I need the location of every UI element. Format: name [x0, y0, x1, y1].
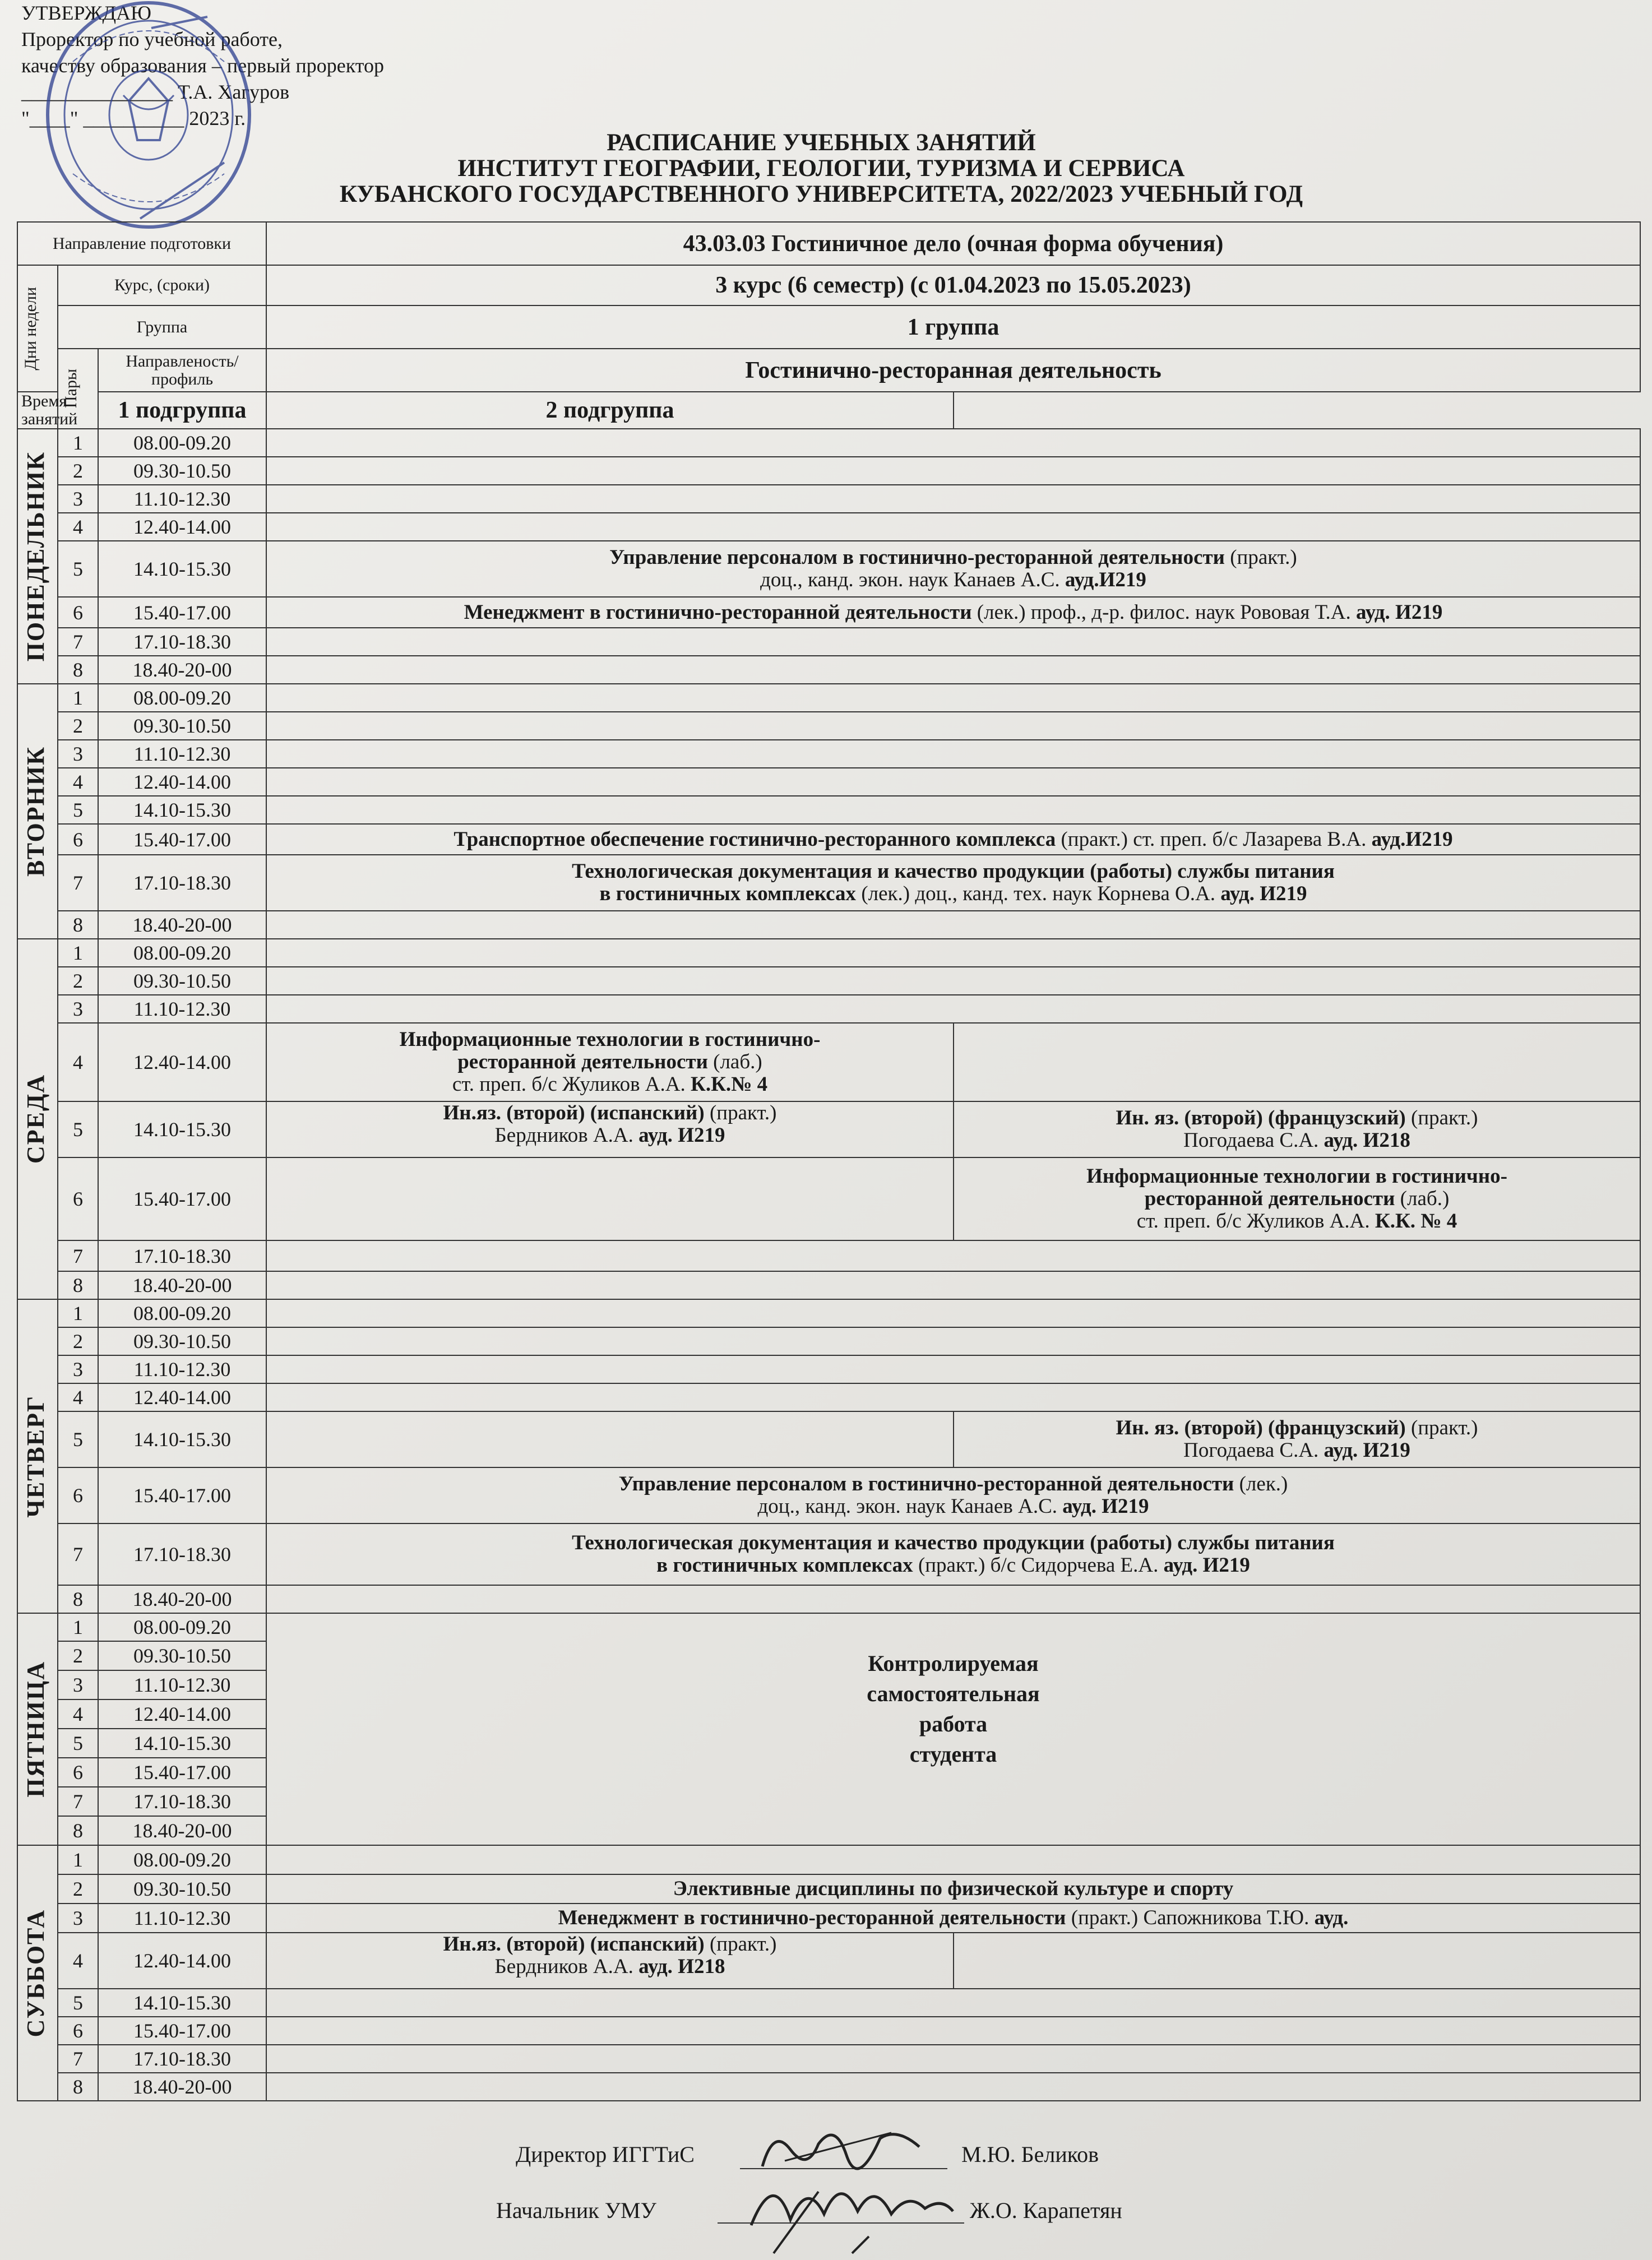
pair-number: 3 — [58, 995, 98, 1023]
pair-number: 5 — [58, 1101, 98, 1157]
lesson-room: ауд. И219 — [1324, 1439, 1410, 1462]
lesson-teacher: (лек.) проф., д-р. филос. наук Рововая Т.А. — [971, 600, 1357, 624]
lesson-cell — [266, 1299, 1640, 1327]
lesson-type: (практ.) — [1405, 1106, 1478, 1129]
lesson-cell-sub1 — [266, 1411, 954, 1467]
pair-number: 4 — [58, 1933, 98, 1989]
lesson-room: ауд. И218 — [638, 1955, 725, 1978]
days-label-cell — [17, 265, 58, 392]
lesson-cell — [266, 712, 1640, 740]
lesson-cell — [266, 1904, 1640, 1933]
title-line-2: ИНСТИТУТ ГЕОГРАФИИ, ГЕОЛОГИИ, ТУРИЗМА И СЕРВИСА — [457, 155, 1185, 182]
day-friday: ПЯТНИЦА — [22, 1661, 49, 1798]
time-slot: 11.10-12.30 — [98, 740, 266, 768]
pair-number: 4 — [58, 768, 98, 796]
time-slot: 18.40-20-00 — [98, 1816, 266, 1845]
time-slot: 09.30-10.50 — [98, 1641, 266, 1670]
pair-number: 6 — [58, 597, 98, 628]
time-slot: 12.40-14.00 — [98, 1383, 266, 1411]
day-saturday: СУББОТА — [22, 1909, 49, 2037]
time-slot: 17.10-18.30 — [98, 1523, 266, 1585]
time-slot: 17.10-18.30 — [98, 855, 266, 911]
lesson-cell-sub2 — [954, 1933, 1640, 1989]
time-slot: 15.40-17.00 — [98, 1157, 266, 1240]
day-cell-wednesday — [17, 939, 58, 1299]
time-slot: 15.40-17.00 — [98, 824, 266, 855]
lesson-cell — [266, 541, 1640, 597]
pair-number: 7 — [58, 1240, 98, 1271]
lesson-cell — [266, 1467, 1640, 1523]
pair-number: 1 — [58, 684, 98, 712]
pair-number: 8 — [58, 656, 98, 684]
day-cell-tuesday — [17, 684, 58, 939]
pair-number: 4 — [58, 1383, 98, 1411]
lesson-title-cont: ресторанной деятельности — [1144, 1187, 1395, 1210]
lesson-title-cont: в гостиничных комплексах — [599, 882, 857, 905]
lesson-cell — [266, 911, 1640, 939]
course-value: 3 курс (6 семестр) (с 01.04.2023 по 15.05.2023) — [266, 265, 1640, 305]
pairs-label: Пары — [62, 369, 80, 409]
lesson-title: Ин. яз. (второй) (французский) — [1116, 1106, 1406, 1129]
time-slot: 12.40-14.00 — [98, 1699, 266, 1729]
lesson-room: ауд. И219 — [638, 1124, 725, 1147]
lesson-room: ауд.И219 — [1065, 568, 1146, 591]
pair-number: 5 — [58, 1411, 98, 1467]
time-slot: 09.30-10.50 — [98, 1874, 266, 1904]
time-slot: 17.10-18.30 — [98, 1787, 266, 1816]
day-cell-thursday — [17, 1299, 58, 1613]
lesson-title-cont: в гостиничных комплексах — [656, 1554, 913, 1577]
lesson-cell — [266, 628, 1640, 656]
time-slot: 18.40-20-00 — [98, 1271, 266, 1299]
lesson-cell — [266, 796, 1640, 824]
profile-label: Направленость/ профиль — [98, 349, 266, 392]
lesson-teacher: доц., канд. экон. наук Канаев А.С. — [760, 568, 1065, 591]
subgroup-2-header: 2 подгруппа — [266, 392, 954, 429]
pair-number: 1 — [58, 939, 98, 967]
lesson-title: Ин.яз. (второй) (испанский) — [443, 1101, 705, 1124]
time-slot: 08.00-09.20 — [98, 1613, 266, 1641]
time-slot: 18.40-20-00 — [98, 911, 266, 939]
lesson-cell — [266, 1989, 1640, 2017]
time-slot: 08.00-09.20 — [98, 939, 266, 967]
lesson-title: Управление персоналом в гостинично-ресторанной деятельности — [609, 546, 1225, 569]
self-study-line-4: студента — [909, 1742, 997, 1767]
self-study-line-2: самостоятельная — [867, 1681, 1040, 1706]
lesson-cell — [266, 457, 1640, 485]
umu-signature-icon — [740, 2158, 964, 2260]
lesson-cell-sub1 — [266, 1101, 954, 1157]
director-name: М.Ю. Беликов — [961, 2142, 1099, 2167]
lesson-cell-sub1 — [266, 1023, 954, 1101]
pair-number: 3 — [58, 485, 98, 513]
approval-line-5: "____" __________ 2023 г. — [21, 107, 246, 129]
time-slot: 17.10-18.30 — [98, 2045, 266, 2073]
lesson-teacher: доц., канд. экон. наук Канаев А.С. — [757, 1495, 1063, 1518]
day-wednesday: СРЕДА — [22, 1074, 49, 1164]
pair-number: 7 — [58, 2045, 98, 2073]
lesson-cell — [266, 1383, 1640, 1411]
lesson-cell — [266, 1271, 1640, 1299]
time-slot: 15.40-17.00 — [98, 1758, 266, 1787]
pair-number: 7 — [58, 855, 98, 911]
self-study-cell — [266, 1613, 1640, 1845]
pair-number: 4 — [58, 513, 98, 541]
pair-number: 6 — [58, 824, 98, 855]
pair-number: 1 — [58, 429, 98, 457]
pair-number: 3 — [58, 1355, 98, 1383]
lesson-cell — [266, 597, 1640, 628]
pair-number: 7 — [58, 1787, 98, 1816]
time-slot: 08.00-09.20 — [98, 1299, 266, 1327]
profile-value: Гостинично-ресторанная деятельность — [266, 349, 1640, 392]
pair-number: 3 — [58, 1670, 98, 1699]
lesson-teacher: Бердников А.А. — [494, 1124, 639, 1147]
lesson-room: К.К.№ 4 — [691, 1073, 768, 1096]
lesson-type: (практ.) — [704, 1101, 777, 1124]
self-study-line-3: работа — [919, 1711, 988, 1736]
lesson-title: Транспортное обеспечение гостинично-ресторанного комплекса — [454, 827, 1056, 851]
lesson-type: (лаб.) — [1395, 1187, 1450, 1210]
lesson-title: Технологическая документация и качество продукции (работы) службы питания — [572, 1531, 1335, 1554]
time-slot: 14.10-15.30 — [98, 1729, 266, 1758]
time-slot: 12.40-14.00 — [98, 768, 266, 796]
lesson-type: (лаб.) — [707, 1050, 762, 1073]
lesson-type: (лек.) — [1234, 1472, 1288, 1495]
lesson-cell — [266, 2045, 1640, 2073]
day-cell-monday — [17, 429, 58, 684]
approval-line-4: _______________ Т.А. Хагуров — [21, 81, 290, 103]
pair-number: 6 — [58, 1467, 98, 1523]
pair-number: 5 — [58, 1989, 98, 2017]
pair-number: 6 — [58, 2017, 98, 2045]
lesson-cell-sub1 — [266, 1933, 954, 1989]
lesson-title: Менеджмент в гостинично-ресторанной деятельности — [558, 1906, 1066, 1929]
days-label: Дни недели — [21, 286, 40, 371]
time-slot: 14.10-15.30 — [98, 1101, 266, 1157]
time-slot: 09.30-10.50 — [98, 457, 266, 485]
time-slot: 11.10-12.30 — [98, 1904, 266, 1933]
lesson-teacher: (практ.) Сапожникова Т.Ю. — [1066, 1906, 1315, 1929]
lesson-room: ауд.И219 — [1371, 827, 1453, 851]
pair-number: 2 — [58, 712, 98, 740]
title-line-1: РАСПИСАНИЕ УЧЕБНЫХ ЗАНЯТИЙ — [607, 129, 1036, 156]
lesson-teacher: (лек.) доц., канд. тех. наук Корнева О.А. — [856, 882, 1221, 905]
lesson-cell: Элективные дисциплины по физической культуре и спорту — [266, 1874, 1640, 1904]
lesson-title-cont: ресторанной деятельности — [457, 1050, 708, 1073]
lesson-room: ауд. И218 — [1324, 1129, 1410, 1152]
pair-number: 6 — [58, 1758, 98, 1787]
lesson-cell — [266, 1240, 1640, 1271]
day-cell-friday — [17, 1613, 58, 1845]
day-monday: ПОНЕДЕЛЬНИК — [22, 451, 49, 662]
lesson-cell-sub2 — [954, 1101, 1640, 1157]
lesson-teacher: ст. преп. б/с Жуликов А.А. — [452, 1073, 691, 1096]
pair-number: 7 — [58, 1523, 98, 1585]
time-slot: 12.40-14.00 — [98, 1933, 266, 1989]
pair-number: 2 — [58, 1874, 98, 1904]
document-title — [247, 130, 1396, 207]
lesson-cell — [266, 2073, 1640, 2101]
official-seal-icon — [39, 0, 258, 235]
time-slot: 09.30-10.50 — [98, 1327, 266, 1355]
pair-number: 3 — [58, 1904, 98, 1933]
lesson-teacher: Погодаева С.А. — [1183, 1439, 1324, 1462]
lesson-type: (практ.) — [1224, 546, 1297, 569]
subgroup-1-header: 1 подгруппа — [98, 392, 266, 429]
lesson-cell — [266, 2017, 1640, 2045]
time-slot: 14.10-15.30 — [98, 1989, 266, 2017]
time-label: Время занятий — [17, 392, 58, 429]
lesson-cell — [266, 824, 1640, 855]
lesson-cell — [266, 995, 1640, 1023]
lesson-cell-sub2 — [954, 1411, 1640, 1467]
schedule-table — [17, 221, 1641, 2101]
pair-number: 2 — [58, 1327, 98, 1355]
lesson-cell — [266, 485, 1640, 513]
lesson-room: К.К. № 4 — [1375, 1210, 1457, 1233]
time-slot: 12.40-14.00 — [98, 513, 266, 541]
time-slot: 08.00-09.20 — [98, 1845, 266, 1874]
pair-number: 5 — [58, 796, 98, 824]
approval-line-1: УТВЕРЖДАЮ — [21, 2, 152, 24]
lesson-cell — [266, 1327, 1640, 1355]
time-slot: 11.10-12.30 — [98, 1355, 266, 1383]
pair-number: 2 — [58, 967, 98, 995]
time-slot: 18.40-20-00 — [98, 656, 266, 684]
time-slot: 17.10-18.30 — [98, 628, 266, 656]
lesson-type: (практ.) — [704, 1933, 777, 1956]
director-label: Директор ИГГТиС — [516, 2142, 695, 2167]
pair-number: 8 — [58, 2073, 98, 2101]
pair-number: 4 — [58, 1699, 98, 1729]
direction-value: 43.03.03 Гостиничное дело (очная форма обучения) — [266, 222, 1640, 265]
lesson-title: Информационные технологии в гостинично- — [1086, 1165, 1507, 1188]
time-slot: 15.40-17.00 — [98, 1467, 266, 1523]
pair-number: 1 — [58, 1613, 98, 1641]
lesson-teacher: (практ.) б/с Сидорчева Е.А. — [913, 1554, 1164, 1577]
lesson-cell — [266, 656, 1640, 684]
pair-number: 3 — [58, 740, 98, 768]
lesson-teacher: (практ.) ст. преп. б/с Лазарева В.А. — [1056, 827, 1372, 851]
approval-line-3: качеству образования – первый проректор — [21, 54, 385, 77]
lesson-title: Ин. яз. (второй) (французский) — [1116, 1416, 1406, 1439]
time-slot: 18.40-20-00 — [98, 2073, 266, 2101]
pair-number: 7 — [58, 628, 98, 656]
lesson-cell — [266, 855, 1640, 911]
lesson-cell — [266, 768, 1640, 796]
lesson-teacher: ст. преп. б/с Жуликов А.А. — [1136, 1210, 1375, 1233]
lesson-cell — [266, 429, 1640, 457]
day-cell-saturday — [17, 1845, 58, 2101]
time-slot: 18.40-20-00 — [98, 1585, 266, 1613]
time-slot: 11.10-12.30 — [98, 485, 266, 513]
umu-label: Начальник УМУ — [496, 2198, 656, 2223]
lesson-room: ауд. И219 — [1163, 1554, 1250, 1577]
pair-number: 2 — [58, 457, 98, 485]
lesson-cell — [266, 1355, 1640, 1383]
time-slot: 12.40-14.00 — [98, 1023, 266, 1101]
lesson-cell-sub2 — [954, 1157, 1640, 1240]
lesson-teacher: Бердников А.А. — [494, 1955, 639, 1978]
lesson-title: Информационные технологии в гостинично- — [399, 1028, 821, 1051]
pair-number: 1 — [58, 1299, 98, 1327]
time-slot: 14.10-15.30 — [98, 541, 266, 597]
lesson-cell-sub1 — [266, 1157, 954, 1240]
lesson-cell — [266, 1585, 1640, 1613]
time-slot: 15.40-17.00 — [98, 2017, 266, 2045]
time-slot: 08.00-09.20 — [98, 684, 266, 712]
day-thursday: ЧЕТВЕРГ — [22, 1395, 49, 1518]
pair-number: 8 — [58, 1585, 98, 1613]
self-study-line-1: Контролируемая — [868, 1651, 1039, 1676]
lesson-type: (практ.) — [1405, 1416, 1478, 1439]
time-slot: 08.00-09.20 — [98, 429, 266, 457]
lesson-room: ауд. И219 — [1062, 1495, 1149, 1518]
lesson-cell — [266, 1523, 1640, 1585]
pair-number: 1 — [58, 1845, 98, 1874]
pair-number: 2 — [58, 1641, 98, 1670]
lesson-title: Технологическая документация и качество продукции (работы) службы питания — [572, 860, 1335, 883]
lesson-cell — [266, 684, 1640, 712]
time-slot: 11.10-12.30 — [98, 1670, 266, 1699]
lesson-title: Управление персоналом в гостинично-ресторанной деятельности — [618, 1472, 1234, 1495]
title-line-3: КУБАНСКОГО ГОСУДАРСТВЕННОГО УНИВЕРСИТЕТА, 2022/2023 УЧЕБНЫЙ ГОД — [339, 181, 1303, 207]
pair-number: 8 — [58, 1271, 98, 1299]
lesson-title: Менеджмент в гостинично-ресторанной деятельности — [464, 600, 972, 624]
direction-label: Направление подготовки — [17, 222, 266, 265]
course-label: Курс, (сроки) — [58, 265, 266, 305]
pair-number: 6 — [58, 1157, 98, 1240]
lesson-teacher: Погодаева С.А. — [1183, 1129, 1324, 1152]
group-value: 1 группа — [266, 305, 1640, 349]
time-slot: 14.10-15.30 — [98, 1411, 266, 1467]
time-slot: 11.10-12.30 — [98, 995, 266, 1023]
lesson-cell — [266, 967, 1640, 995]
pair-number: 5 — [58, 1729, 98, 1758]
lesson-room: ауд. — [1314, 1906, 1349, 1929]
umu-name: Ж.О. Карапетян — [970, 2198, 1122, 2223]
lesson-room: ауд. И219 — [1220, 882, 1307, 905]
time-slot: 09.30-10.50 — [98, 967, 266, 995]
group-label: Группа — [58, 305, 266, 349]
lesson-cell — [266, 939, 1640, 967]
pair-number: 4 — [58, 1023, 98, 1101]
lesson-cell — [266, 740, 1640, 768]
time-slot: 17.10-18.30 — [98, 1240, 266, 1271]
day-tuesday: ВТОРНИК — [22, 746, 49, 877]
lesson-cell — [266, 513, 1640, 541]
lesson-title: Ин.яз. (второй) (испанский) — [443, 1933, 705, 1956]
approval-line-2: Проректор по учебной работе, — [21, 28, 283, 50]
pair-number: 5 — [58, 541, 98, 597]
lesson-cell — [266, 1845, 1640, 1874]
pair-number: 8 — [58, 911, 98, 939]
time-slot: 15.40-17.00 — [98, 597, 266, 628]
lesson-cell-sub2 — [954, 1023, 1640, 1101]
lesson-room: ауд. И219 — [1356, 600, 1443, 624]
pair-number: 8 — [58, 1816, 98, 1845]
time-slot: 09.30-10.50 — [98, 712, 266, 740]
time-slot: 14.10-15.30 — [98, 796, 266, 824]
